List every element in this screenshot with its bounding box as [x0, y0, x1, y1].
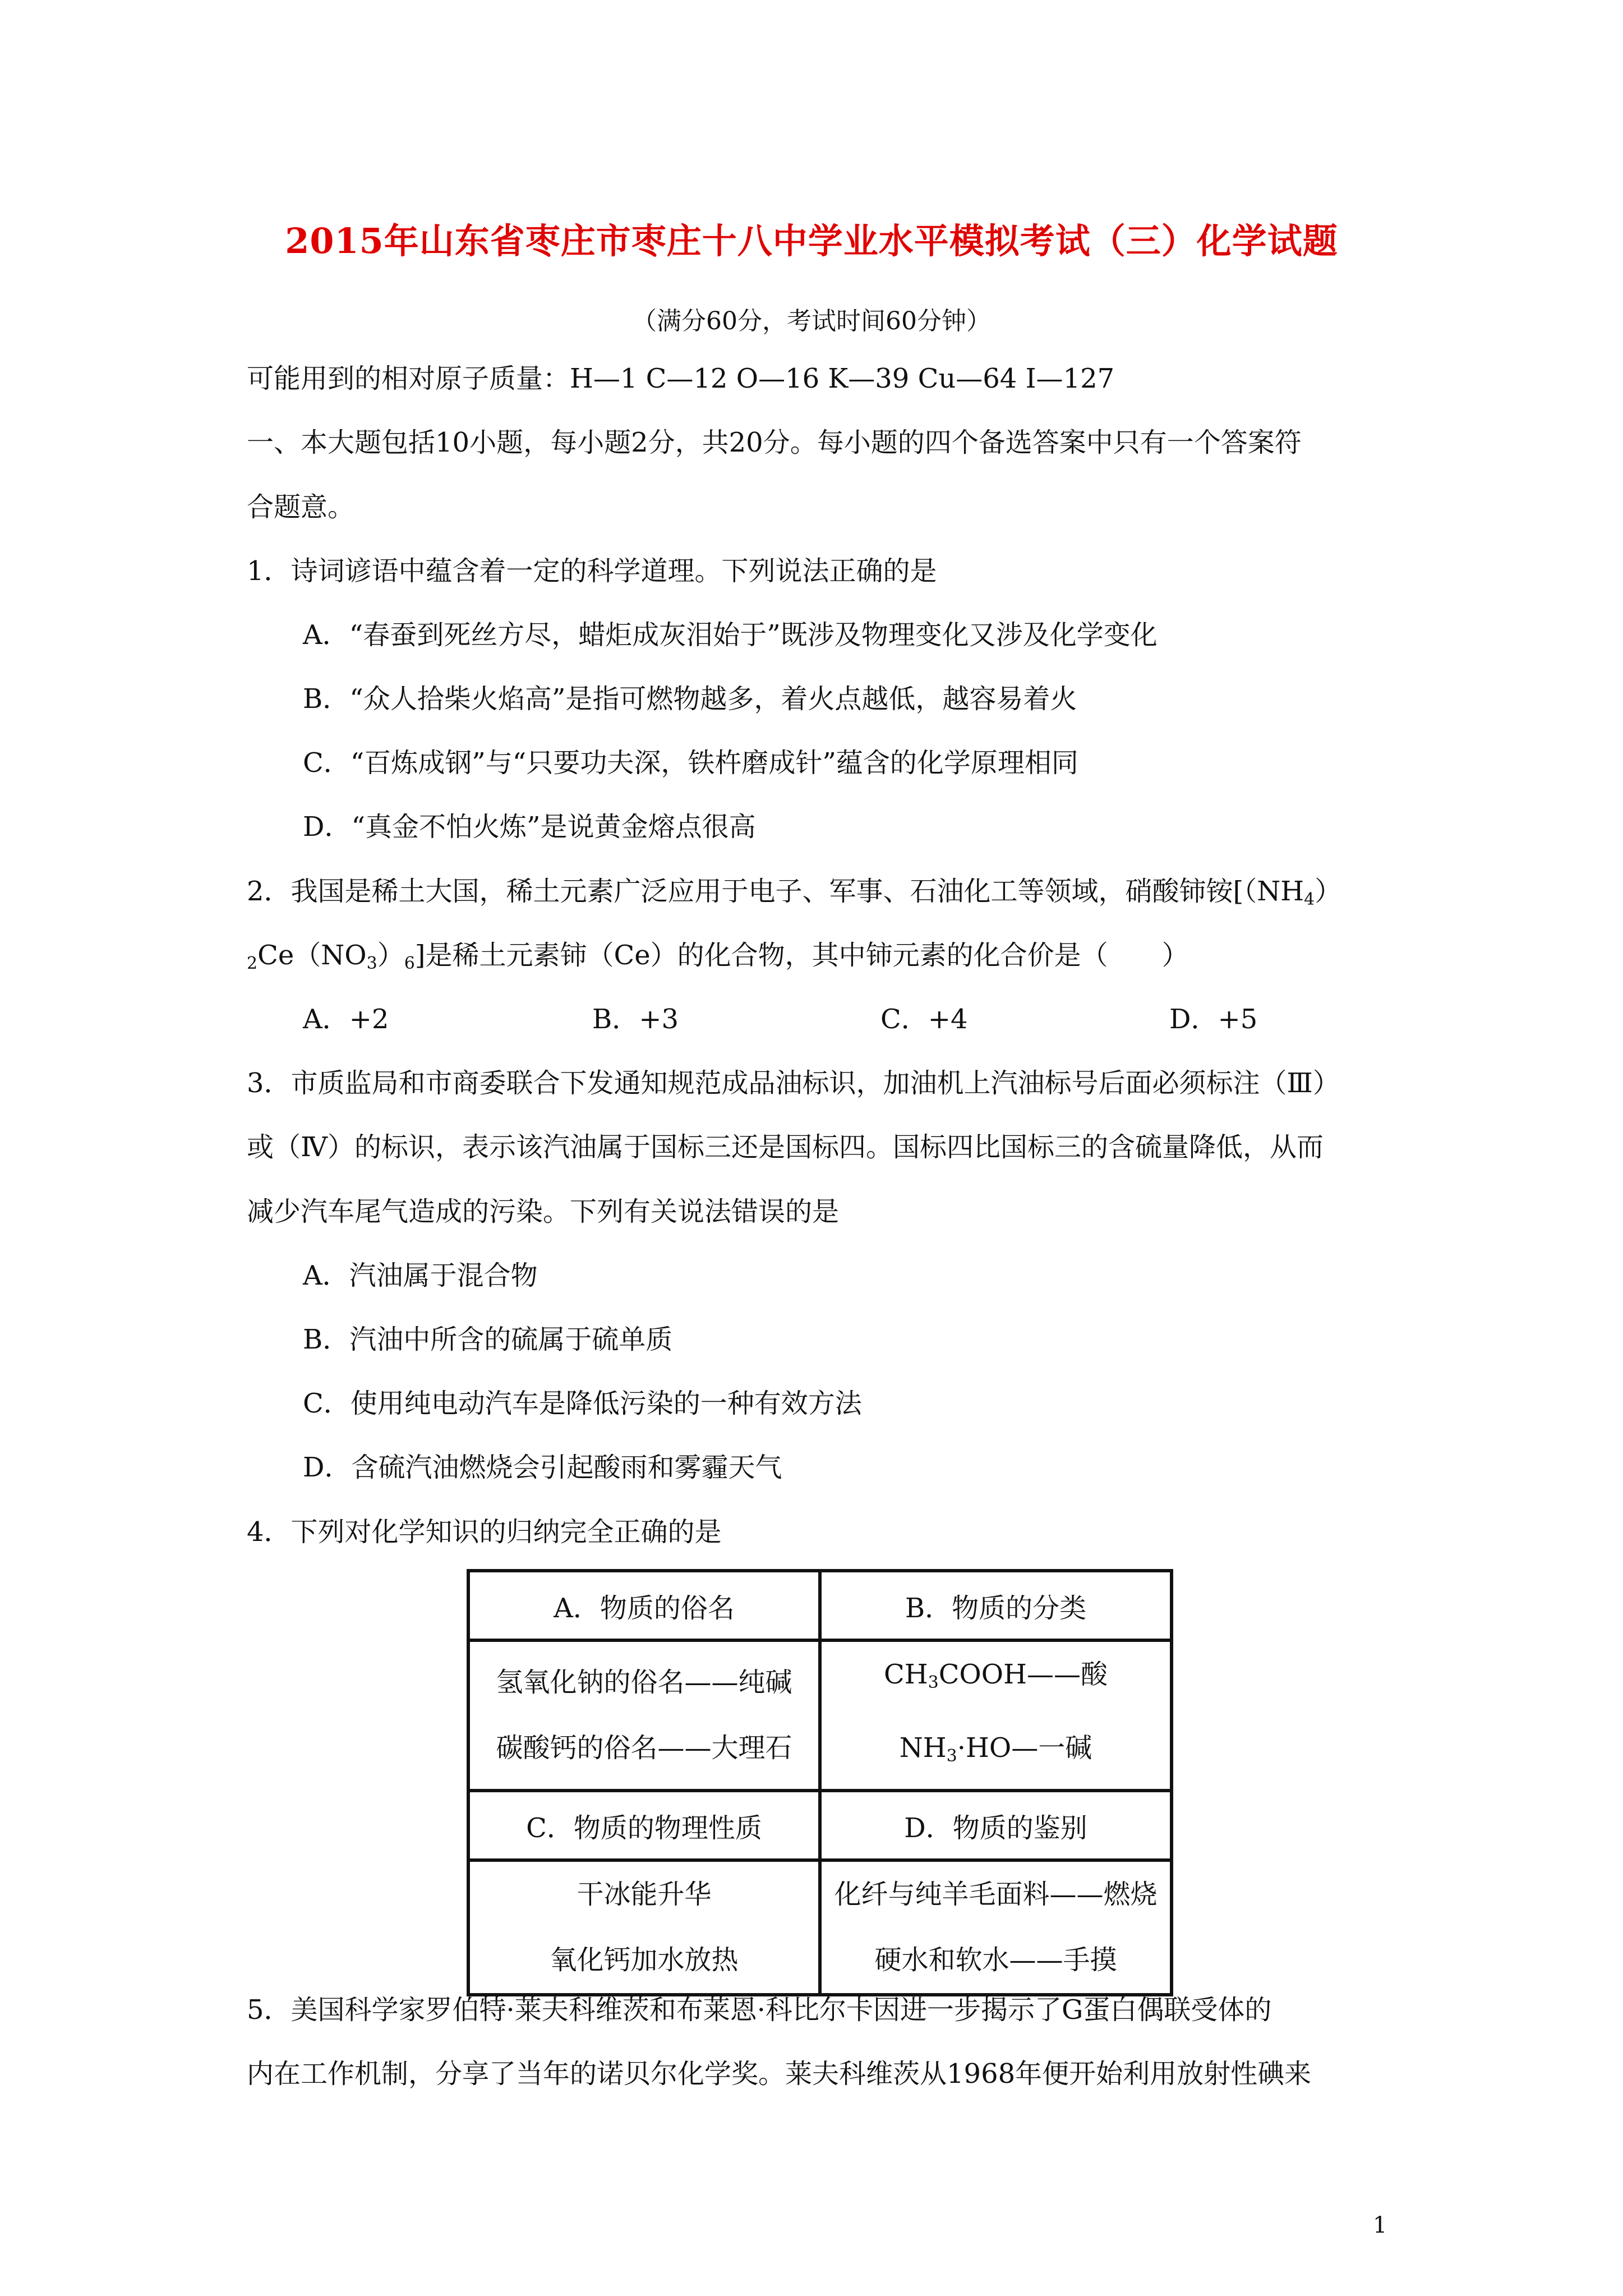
page-number: 1: [1373, 2212, 1387, 2238]
table-header-b: B．物质的分类: [820, 1571, 1172, 1640]
exam-subtitle: （满分60分，考试时间60分钟）: [632, 307, 991, 335]
table-header-d: D．物质的鉴别: [820, 1791, 1172, 1860]
table-cell-b: [820, 1640, 1172, 1791]
q3-option-c: C．使用纯电动汽车是降低污染的一种有效方法: [303, 1388, 862, 1419]
q3-stem-line2: 或（Ⅳ）的标识，表示该汽油属于国标三还是国标四。国标四比国标三的含硫量降低，从而: [247, 1131, 1324, 1163]
table-c-line1: 干冰能升华: [577, 1879, 712, 1910]
table-a-line2: 碳酸钙的俗名——大理石: [496, 1732, 792, 1764]
table-header-c: C．物质的物理性质: [468, 1791, 820, 1860]
table-header-a: A．物质的俗名: [468, 1571, 820, 1640]
q1-option-c: C．“百炼成钢”与“只要功夫深，铁杵磨成针”蕴含的化学原理相同: [303, 747, 1078, 779]
atomic-masses: 可能用到的相对原子质量：H—1 C—12 O—16 K—39 Cu—64 I—127: [247, 363, 1115, 394]
q1-option-d: D．“真金不怕火炼”是说黄金熔点很高: [303, 811, 756, 843]
table-b-line2: $NH_3\cdot HO—$一碱: [899, 1732, 1092, 1766]
q3-stem-line1: 3．市质监局和市商委联合下发通知规范成品油标识，加油机上汽油标号后面必须标注（Ⅲ）: [247, 1068, 1340, 1099]
q2-option-a: A．+2: [303, 1004, 389, 1035]
q1-option-a: A．“春蚕到死丝方尽，蜡炬成灰泪始于”既涉及物理变化又涉及化学变化: [303, 619, 1158, 651]
q5-stem-line2: 内在工作机制，分享了当年的诺贝尔化学奖。莱夫科维茨从1968年便开始利用放射性碘来: [247, 2058, 1312, 2090]
table-c-line2: 氧化钙加水放热: [550, 1944, 739, 1976]
q2-option-c: C．+4: [880, 1004, 968, 1035]
table-cell-c: [468, 1860, 820, 1995]
q2-stem-line1: 2．我国是稀土大国，稀土元素广泛应用于电子、军事、石油化工等领域，硝酸铈铵[$(NH_4)$: [247, 876, 1342, 909]
section-header-line2: 合题意。: [247, 491, 355, 523]
q3-option-d: D．含硫汽油燃烧会引起酸雨和雾霾天气: [303, 1452, 782, 1483]
table-a-line1: 氢氧化钠的俗名——纯碱: [496, 1667, 792, 1698]
q2-option-b: B．+3: [592, 1004, 679, 1035]
table-d-line1: 化纤与纯羊毛面料——燃烧: [834, 1879, 1158, 1910]
q2-option-d: D．+5: [1169, 1004, 1258, 1035]
q4-stem: 4．下列对化学知识的归纳完全正确的是: [247, 1516, 722, 1548]
section-header-line1: 一、本大题包括10小题，每小题2分，共20分。每小题的四个备选答案中只有一个答案符: [247, 427, 1302, 458]
q2-stem-line2: $_2Ce(NO_3)_6$]是稀土元素铈（Ce）的化合物，其中铈元素的化合价是（ ）: [247, 940, 1189, 973]
q3-stem-line3: 减少汽车尾气造成的污染。下列有关说法错误的是: [247, 1196, 840, 1227]
q3-option-a: A．汽油属于混合物: [303, 1260, 538, 1291]
table-cell-a: [468, 1640, 820, 1791]
q3-option-b: B．汽油中所含的硫属于硫单质: [303, 1324, 673, 1355]
table-b-line1: $CH_3COOH——$酸: [884, 1659, 1108, 1692]
q1-stem: 1．诗词谚语中蕴含着一定的科学道理。下列说法正确的是: [247, 555, 937, 587]
exam-title: 2015年山东省枣庄市枣庄十八中学业水平模拟考试（三）化学试题: [285, 220, 1338, 261]
table-cell-d: [820, 1860, 1172, 1995]
table-d-line2: 硬水和软水——手摸: [874, 1944, 1117, 1976]
q5-stem-line1: 5．美国科学家罗伯特·莱夫科维茨和布莱恩·科比尔卡因进一步揭示了G蛋白偶联受体的: [247, 1994, 1272, 2026]
q1-option-b: B．“众人拾柴火焰高”是指可燃物越多，着火点越低，越容易着火: [303, 683, 1077, 715]
knowledge-table: [467, 1569, 1173, 1996]
